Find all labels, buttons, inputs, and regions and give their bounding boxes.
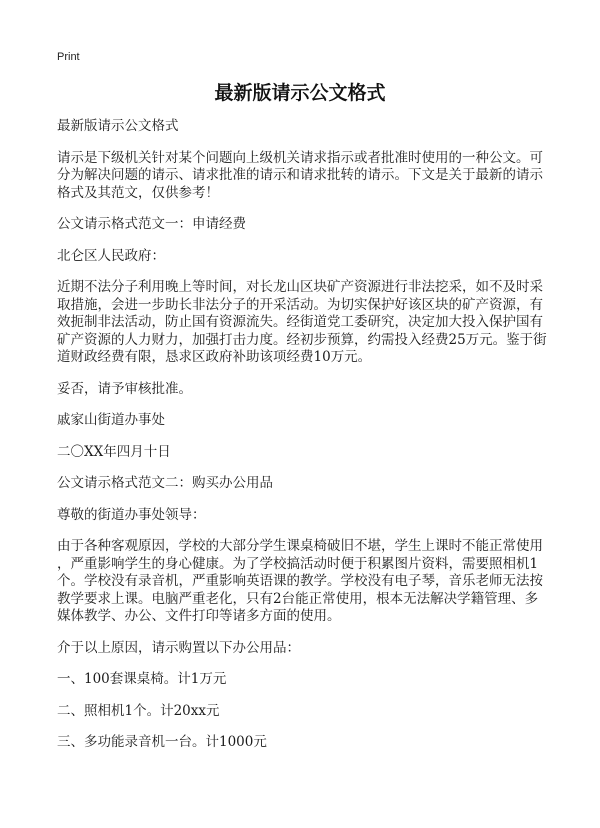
text-line: 妥否，请予审核批准。 — [57, 380, 192, 397]
text-line: 媒体教学、办公、文件打印等诸多方面的使用。 — [57, 608, 341, 624]
text-line: 格式及其范文，仅供参考！ — [57, 184, 219, 201]
sample2-heading — [57, 475, 577, 493]
text-line: 教学要求上课。电脑严重老化，只有2台能正常使用，根本无法解决学籍管理、多 — [57, 590, 539, 607]
text-line: 个。学校没有录音机，严重影响英语课的教学。学校没有电子琴，音乐老师无法按 — [57, 573, 543, 589]
sample1-date — [57, 444, 577, 462]
text-line: 请示是下级机关针对某个问题向上级机关请求指示或者批准时使用的一种公文。可 — [57, 149, 543, 166]
text-line: 公文请示格式范文二：购买办公用品 — [57, 475, 273, 491]
text-line: 道财政经费有限，恳求区政府补助该项经费10万元。 — [57, 349, 372, 365]
text-line: 效扼制非法活动，防止国有资源流失。经街道党工委研究，决定加大投入保护国有 — [57, 314, 543, 330]
text-line: 取措施，会进一步助长非法分子的开采活动。为切实保护好该区块的矿产资源，有 — [57, 296, 543, 313]
text-line: 尊敬的街道办事处领导： — [57, 506, 206, 523]
text-line: 北仑区人民政府： — [57, 247, 165, 264]
document-title: 最新版请示公文格式 — [214, 82, 386, 104]
sample1-body — [57, 279, 577, 367]
text-line: 二〇XX年四月十日 — [57, 443, 171, 460]
sample2-list-intro — [57, 640, 577, 658]
text-line: 由于各种客观原因，学校的大部分学生课桌椅破旧不堪，学生上课时不能正常使用 — [57, 538, 543, 554]
print-label: Print — [57, 51, 80, 63]
document-body — [57, 118, 577, 766]
purchase-item-3 — [57, 734, 577, 752]
sample1-addressee — [57, 248, 577, 266]
purchase-item-1 — [57, 671, 577, 689]
text-line: 一、100套课桌椅。计1万元 — [57, 671, 227, 687]
text-line: ，严重影响学生的身心健康。为了学校搞活动时便于积累图片资料，需要照相机1 — [57, 555, 539, 572]
text-line: 公文请示格式范文一：申请经费 — [57, 216, 246, 232]
text-line: 二、照相机1个。计20xx元 — [57, 702, 220, 719]
text-line: 最新版请示公文格式 — [57, 118, 179, 134]
document-subtitle — [57, 118, 577, 136]
sample1-signature — [57, 412, 577, 430]
text-line: 介于以上原因，请示购置以下办公用品： — [57, 639, 300, 656]
sample2-addressee — [57, 507, 577, 525]
text-line: 三、多功能录音机一台。计1000元 — [57, 734, 267, 750]
text-line: 分为解决问题的请示、请求批准的请示和请求批转的请示。下文是关于最新的请示 — [57, 167, 543, 183]
sample1-closing — [57, 381, 577, 399]
text-line: 矿产资源的人力财力，加强打击力度。经初步预算，约需投入经费25万元。鉴于街 — [57, 331, 547, 348]
intro-paragraph — [57, 150, 577, 203]
text-line: 戚家山街道办事处 — [57, 412, 165, 428]
sample2-body — [57, 538, 577, 626]
text-line: 近期不法分子利用晚上等时间，对长龙山区块矿产资源进行非法挖采，如不及时采 — [57, 279, 543, 295]
purchase-item-2 — [57, 703, 577, 721]
sample1-heading — [57, 216, 577, 234]
